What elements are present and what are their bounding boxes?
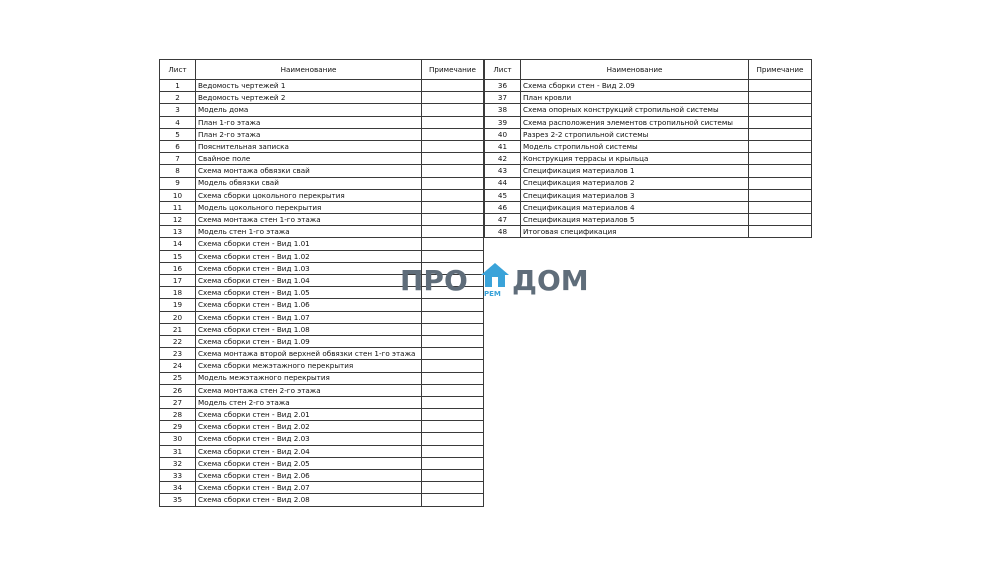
sheet-name: Схема сборки стен - Вид 2.02 — [196, 421, 422, 433]
sheet-number: 15 — [160, 250, 196, 262]
sheet-name: Схема сборки стен - Вид 2.08 — [196, 494, 422, 506]
sheet-number: 27 — [160, 396, 196, 408]
sheet-note — [422, 396, 484, 408]
header-sheet: Лист — [485, 60, 521, 80]
sheet-name: Пояснительная записка — [196, 140, 422, 152]
sheet-note — [422, 421, 484, 433]
table-row — [160, 92, 484, 104]
sheet-note — [749, 189, 812, 201]
sheet-name: План 2-го этажа — [196, 128, 422, 140]
sheet-note — [422, 433, 484, 445]
table-row — [160, 165, 484, 177]
sheet-number: 43 — [485, 165, 521, 177]
table-row — [485, 128, 812, 140]
sheet-name: Схема сборки стен - Вид 2.06 — [196, 470, 422, 482]
header-name: Наименование — [521, 60, 749, 80]
sheet-number: 4 — [160, 116, 196, 128]
sheet-note — [422, 92, 484, 104]
sheet-number: 24 — [160, 360, 196, 372]
sheet-note — [422, 80, 484, 92]
table-row — [160, 470, 484, 482]
sheet-number: 19 — [160, 299, 196, 311]
sheet-number: 47 — [485, 214, 521, 226]
sheet-note — [422, 165, 484, 177]
table-header-row — [485, 60, 812, 80]
table-row — [160, 409, 484, 421]
sheet-number: 17 — [160, 275, 196, 287]
sheet-note — [749, 80, 812, 92]
sheet-name: Схема монтажа обвязки свай — [196, 165, 422, 177]
sheet-name: Итоговая спецификация — [521, 226, 749, 238]
sheet-name: Модель стен 2-го этажа — [196, 396, 422, 408]
sheet-note — [749, 165, 812, 177]
table-row — [160, 226, 484, 238]
sheet-number: 25 — [160, 372, 196, 384]
sheet-name: Модель дома — [196, 104, 422, 116]
table-row — [485, 177, 812, 189]
sheet-note — [422, 140, 484, 152]
table-row — [160, 360, 484, 372]
sheet-name: Спецификация материалов 1 — [521, 165, 749, 177]
sheet-number: 33 — [160, 470, 196, 482]
table-row — [485, 92, 812, 104]
table-row — [160, 250, 484, 262]
header-note: Примечание — [749, 60, 812, 80]
sheet-number: 41 — [485, 140, 521, 152]
sheet-name: Схема сборки стен - Вид 1.02 — [196, 250, 422, 262]
sheet-name: Схема монтажа стен 1-го этажа — [196, 214, 422, 226]
sheet-name: Схема сборки стен - Вид 1.08 — [196, 323, 422, 335]
sheet-note — [422, 177, 484, 189]
sheet-name: Схема монтажа второй верхней обвязки стен 1-го этажа — [196, 348, 422, 360]
table-row — [160, 494, 484, 506]
table-row — [485, 140, 812, 152]
sheet-number: 37 — [485, 92, 521, 104]
sheet-name: Ведомость чертежей 2 — [196, 92, 422, 104]
sheet-note — [422, 470, 484, 482]
table-row — [160, 177, 484, 189]
sheet-note — [422, 445, 484, 457]
sheet-name: Модель межэтажного перекрытия — [196, 372, 422, 384]
table-row — [160, 421, 484, 433]
table-row — [485, 80, 812, 92]
sheet-name: Схема сборки стен - Вид 2.07 — [196, 482, 422, 494]
sheet-note — [749, 92, 812, 104]
table-row — [160, 482, 484, 494]
sheet-note — [422, 104, 484, 116]
table-row — [160, 201, 484, 213]
table-row — [485, 214, 812, 226]
sheet-number: 30 — [160, 433, 196, 445]
sheet-name: Схема сборки стен - Вид 2.09 — [521, 80, 749, 92]
sheet-number: 32 — [160, 457, 196, 469]
sheet-name: Схема сборки стен - Вид 2.01 — [196, 409, 422, 421]
sheet-number: 13 — [160, 226, 196, 238]
sheet-number: 21 — [160, 323, 196, 335]
table-row — [485, 226, 812, 238]
sheet-name: Спецификация материалов 4 — [521, 201, 749, 213]
sheet-name: Спецификация материалов 5 — [521, 214, 749, 226]
sheet-note — [422, 128, 484, 140]
header-name: Наименование — [196, 60, 422, 80]
sheet-note — [422, 226, 484, 238]
sheet-note — [422, 153, 484, 165]
sheet-name: Модель стен 1-го этажа — [196, 226, 422, 238]
table-row — [160, 384, 484, 396]
sheet-name: План кровли — [521, 92, 749, 104]
table-row — [485, 165, 812, 177]
sheet-number: 23 — [160, 348, 196, 360]
table-row — [485, 189, 812, 201]
table-row — [160, 457, 484, 469]
sheet-name: Спецификация материалов 3 — [521, 189, 749, 201]
watermark-subtext: РЕМ — [484, 290, 501, 298]
sheet-number: 1 — [160, 80, 196, 92]
sheet-number: 10 — [160, 189, 196, 201]
sheet-number: 18 — [160, 287, 196, 299]
sheet-number: 40 — [485, 128, 521, 140]
sheet-note — [422, 189, 484, 201]
sheet-number: 8 — [160, 165, 196, 177]
table-row — [485, 116, 812, 128]
table-row — [160, 433, 484, 445]
table-row — [160, 189, 484, 201]
sheet-note — [749, 201, 812, 213]
sheet-name: Модель стропильной системы — [521, 140, 749, 152]
sheet-note — [422, 335, 484, 347]
sheet-number: 31 — [160, 445, 196, 457]
sheet-note — [422, 214, 484, 226]
sheet-number: 7 — [160, 153, 196, 165]
sheet-number: 16 — [160, 262, 196, 274]
sheet-note — [749, 128, 812, 140]
sheet-name: Модель обвязки свай — [196, 177, 422, 189]
sheet-number: 46 — [485, 201, 521, 213]
sheet-note — [422, 409, 484, 421]
sheet-note — [749, 153, 812, 165]
table-row — [160, 335, 484, 347]
drawings-list-table-right — [484, 59, 812, 238]
sheet-note — [422, 372, 484, 384]
house-icon — [480, 262, 510, 288]
sheet-number: 26 — [160, 384, 196, 396]
sheet-name: Схема сборки стен - Вид 1.04 — [196, 275, 422, 287]
sheet-number: 35 — [160, 494, 196, 506]
sheet-note — [749, 140, 812, 152]
table-row — [160, 128, 484, 140]
sheet-name: Схема сборки цокольного перекрытия — [196, 189, 422, 201]
table-row — [160, 238, 484, 250]
watermark-logo — [400, 262, 600, 302]
sheet-name: Схема сборки межэтажного перекрытия — [196, 360, 422, 372]
sheet-number: 3 — [160, 104, 196, 116]
sheet-note — [422, 494, 484, 506]
sheet-note — [422, 457, 484, 469]
sheet-name: Схема опорных конструкций стропильной системы — [521, 104, 749, 116]
sheet-name: Ведомость чертежей 1 — [196, 80, 422, 92]
table-row — [160, 214, 484, 226]
watermark-text-right: ДОМ — [512, 264, 589, 297]
sheet-name: Схема сборки стен - Вид 2.05 — [196, 457, 422, 469]
sheet-number: 14 — [160, 238, 196, 250]
sheet-note — [749, 104, 812, 116]
table-row — [160, 80, 484, 92]
table-row — [160, 445, 484, 457]
header-sheet: Лист — [160, 60, 196, 80]
sheet-name: Схема расположения элементов стропильной системы — [521, 116, 749, 128]
table-row — [160, 104, 484, 116]
table-row — [160, 153, 484, 165]
sheet-name: Схема сборки стен - Вид 1.06 — [196, 299, 422, 311]
sheet-note — [422, 482, 484, 494]
sheet-number: 11 — [160, 201, 196, 213]
table-row — [160, 396, 484, 408]
sheet-name: Схема сборки стен - Вид 1.07 — [196, 311, 422, 323]
table-row — [160, 116, 484, 128]
sheet-note — [422, 238, 484, 250]
sheet-note — [422, 311, 484, 323]
sheet-note — [422, 250, 484, 262]
table-row — [485, 104, 812, 116]
table-row — [485, 153, 812, 165]
sheet-name: Разрез 2-2 стропильной системы — [521, 128, 749, 140]
sheet-name: План 1-го этажа — [196, 116, 422, 128]
sheet-number: 20 — [160, 311, 196, 323]
sheet-note — [422, 323, 484, 335]
sheet-number: 12 — [160, 214, 196, 226]
table-row — [160, 372, 484, 384]
sheet-number: 29 — [160, 421, 196, 433]
sheet-name: Схема сборки стен - Вид 1.05 — [196, 287, 422, 299]
sheet-name: Свайное поле — [196, 153, 422, 165]
sheet-note — [422, 384, 484, 396]
sheet-number: 44 — [485, 177, 521, 189]
sheet-name: Схема сборки стен - Вид 1.01 — [196, 238, 422, 250]
sheet-number: 38 — [485, 104, 521, 116]
sheet-name: Схема сборки стен - Вид 2.03 — [196, 433, 422, 445]
sheet-note — [422, 348, 484, 360]
sheet-name: Спецификация материалов 2 — [521, 177, 749, 189]
sheet-number: 2 — [160, 92, 196, 104]
sheet-note — [749, 116, 812, 128]
sheet-note — [422, 201, 484, 213]
sheet-name: Схема сборки стен - Вид 1.03 — [196, 262, 422, 274]
sheet-name: Схема сборки стен - Вид 1.09 — [196, 335, 422, 347]
sheet-number: 6 — [160, 140, 196, 152]
sheet-note — [749, 177, 812, 189]
table-row — [485, 201, 812, 213]
table-row — [160, 140, 484, 152]
sheet-number: 22 — [160, 335, 196, 347]
sheet-note — [749, 226, 812, 238]
sheet-note — [422, 360, 484, 372]
sheet-note — [422, 116, 484, 128]
sheet-number: 45 — [485, 189, 521, 201]
sheet-name: Конструкция террасы и крыльца — [521, 153, 749, 165]
sheet-number: 5 — [160, 128, 196, 140]
sheet-number: 9 — [160, 177, 196, 189]
watermark-text-left: ПРО — [400, 264, 468, 297]
header-note: Примечание — [422, 60, 484, 80]
sheet-number: 28 — [160, 409, 196, 421]
sheet-name: Схема сборки стен - Вид 2.04 — [196, 445, 422, 457]
sheet-number: 39 — [485, 116, 521, 128]
table-row — [160, 311, 484, 323]
sheet-note — [749, 214, 812, 226]
sheet-number: 36 — [485, 80, 521, 92]
sheet-number: 34 — [160, 482, 196, 494]
table-header-row — [160, 60, 484, 80]
table-row — [160, 348, 484, 360]
sheet-name: Модель цокольного перекрытия — [196, 201, 422, 213]
table-row — [160, 323, 484, 335]
sheet-number: 48 — [485, 226, 521, 238]
sheet-name: Схема монтажа стен 2-го этажа — [196, 384, 422, 396]
sheet-number: 42 — [485, 153, 521, 165]
